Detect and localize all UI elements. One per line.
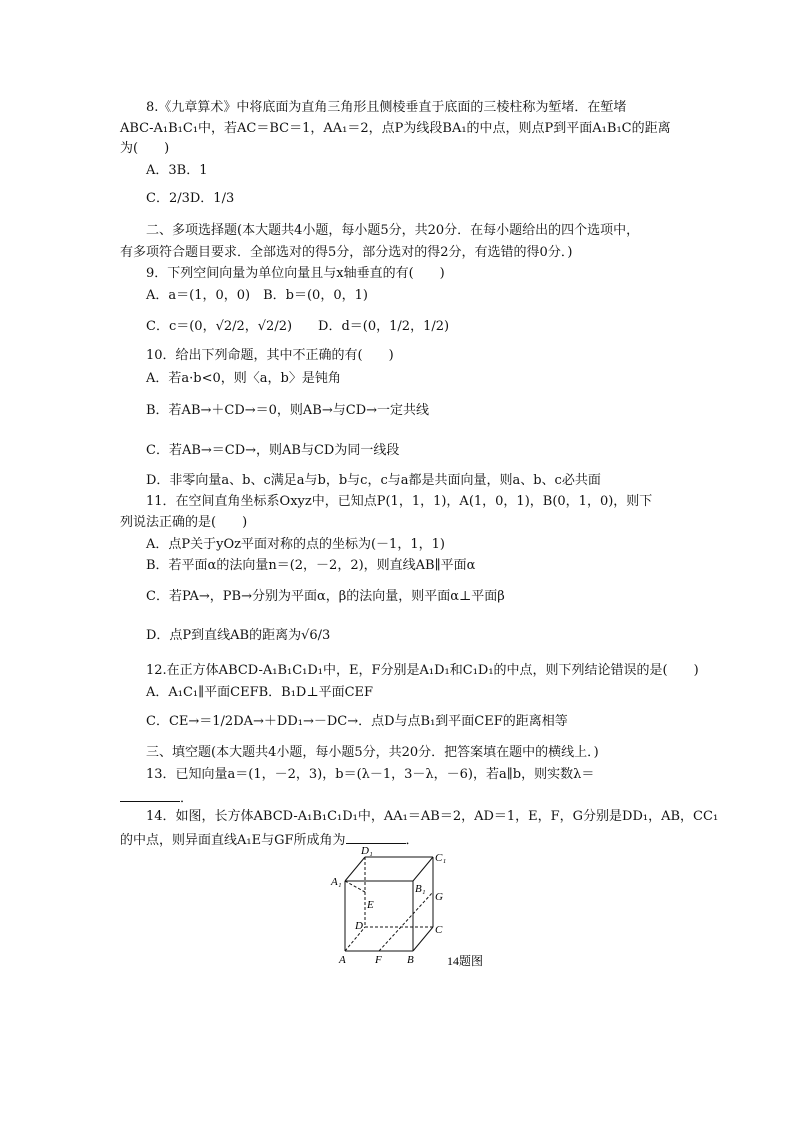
q9-option-ab: A．a＝(1，0，0) B．b＝(0，0，1)	[146, 288, 368, 303]
segment-fg	[379, 892, 433, 951]
q11-option-c: C．若PA→，PB→分别为平面α，β的法向量，则平面α⊥平面β	[146, 589, 505, 604]
section-3-heading: 三、填空题(本大题共4小题，每小题5分，共20分．把答案填在题中的横线上．)	[146, 745, 599, 760]
q8-option-ab: A．3B．1	[146, 163, 208, 178]
section-2-heading: 二、多项选择题(本大题共4小题，每小题5分，共20分．在每小题给出的四个选项中，	[146, 223, 640, 238]
q14-stem: 14．如图，长方体ABCD-A₁B₁C₁D₁中，AA₁＝AB＝2，AD＝1，E，F，G分别是DD₁，AB，CC₁	[146, 809, 719, 824]
cuboid-figure	[325, 845, 525, 975]
q9-option-cd: C．c＝(0，√2/2，√2/2) D．d＝(0，1/2，1/2)	[146, 319, 450, 334]
q10-option-c: C．若AB→＝CD→，则AB与CD为同一线段	[146, 443, 400, 458]
label-b1: B₁	[415, 883, 426, 895]
q11-stem: 11．在空间直角坐标系Oxyz中，已知点P(1，1，1)，A(1，0，1)，B(0，1，0)，则下	[146, 494, 653, 509]
figure-caption: 14题图	[447, 954, 484, 968]
q14-period: ．	[405, 833, 419, 848]
q11-option-b: B．若平面α的法向量n＝(2，－2，2)，则直线AB∥平面α	[146, 558, 476, 573]
q10-stem: 10．给出下列命题，其中不正确的有( )	[146, 348, 394, 363]
label-f: F	[375, 954, 382, 966]
section-2-heading-cont: 有多项符合题目要求．全部选对的得5分，部分选对的得2分，有选错的得0分．)	[120, 245, 573, 260]
q11-stem-cont: 列说法正确的是( )	[120, 515, 248, 530]
label-e: E	[367, 899, 374, 911]
q11-option-d: D．点P到直线AB的距离为√6/3	[146, 628, 331, 643]
edge-bc	[413, 927, 433, 951]
q8-line-3: 为( )	[120, 141, 170, 156]
q12-option-ab: A．A₁C₁∥平面CEFB．B₁D⊥平面CEF	[146, 685, 374, 700]
q13-answer-line	[120, 787, 193, 808]
q10-option-a: A．若a·b<0，则〈a，b〉是钝角	[146, 371, 341, 386]
q8-line-1: 8.《九章算术》中将底面为直角三角形且侧棱垂直于底面的三棱柱称为堑堵．在堑堵	[146, 100, 627, 115]
segment-a1e	[345, 881, 365, 892]
label-c: C	[435, 924, 443, 936]
label-a1: A₁	[331, 876, 342, 888]
q8-option-cd: C．2/3D．1/3	[146, 191, 235, 206]
edge-b1c1	[413, 857, 433, 881]
q10-option-d: D．非零向量a、b、c满足a与b，b与c，c与a都是共面向量，则a、b、c必共面	[146, 473, 601, 488]
label-d: D	[355, 920, 363, 932]
label-g: G	[435, 891, 443, 903]
q13-stem: 13．已知向量a＝(1，－2，3)，b＝(λ－1，3－λ，－6)，若a∥b，则实数λ＝	[146, 767, 595, 782]
q8-line-2: ABC-A₁B₁C₁中，若AC＝BC＝1，AA₁＝2，点P为线段BA₁的中点，则点P到平面A₁B₁C的距离	[120, 121, 671, 136]
q11-option-a: A．点P关于yOz平面对称的点的坐标为(－1，1，1)	[146, 537, 445, 552]
label-a: A	[339, 954, 346, 966]
q13-answer-blank	[120, 787, 180, 802]
q14-stem-text: 的中点，则异面直线A₁E与GF所成角为	[120, 833, 346, 848]
q13-period: ．	[180, 791, 194, 806]
label-c1: C₁	[435, 852, 447, 864]
label-b: B	[407, 954, 414, 966]
q12-stem: 12.在正方体ABCD-A₁B₁C₁D₁中，E，F分别是A₁D₁和C₁D₁的中点，则下列结论错误的是( )	[146, 663, 699, 678]
edge-a1d1	[345, 857, 365, 881]
label-d1: D₁	[361, 845, 373, 857]
q12-option-cd: C．CE→＝1/2DA→＋DD₁→－DC→．点D与点B₁到平面CEF的距离相等	[146, 714, 568, 729]
q9-stem: 9．下列空间向量为单位向量且与x轴垂直的有( )	[146, 266, 445, 281]
q14-answer-blank	[346, 829, 406, 844]
q10-option-b: B．若AB→＋CD→＝0，则AB→与CD→一定共线	[146, 403, 430, 418]
